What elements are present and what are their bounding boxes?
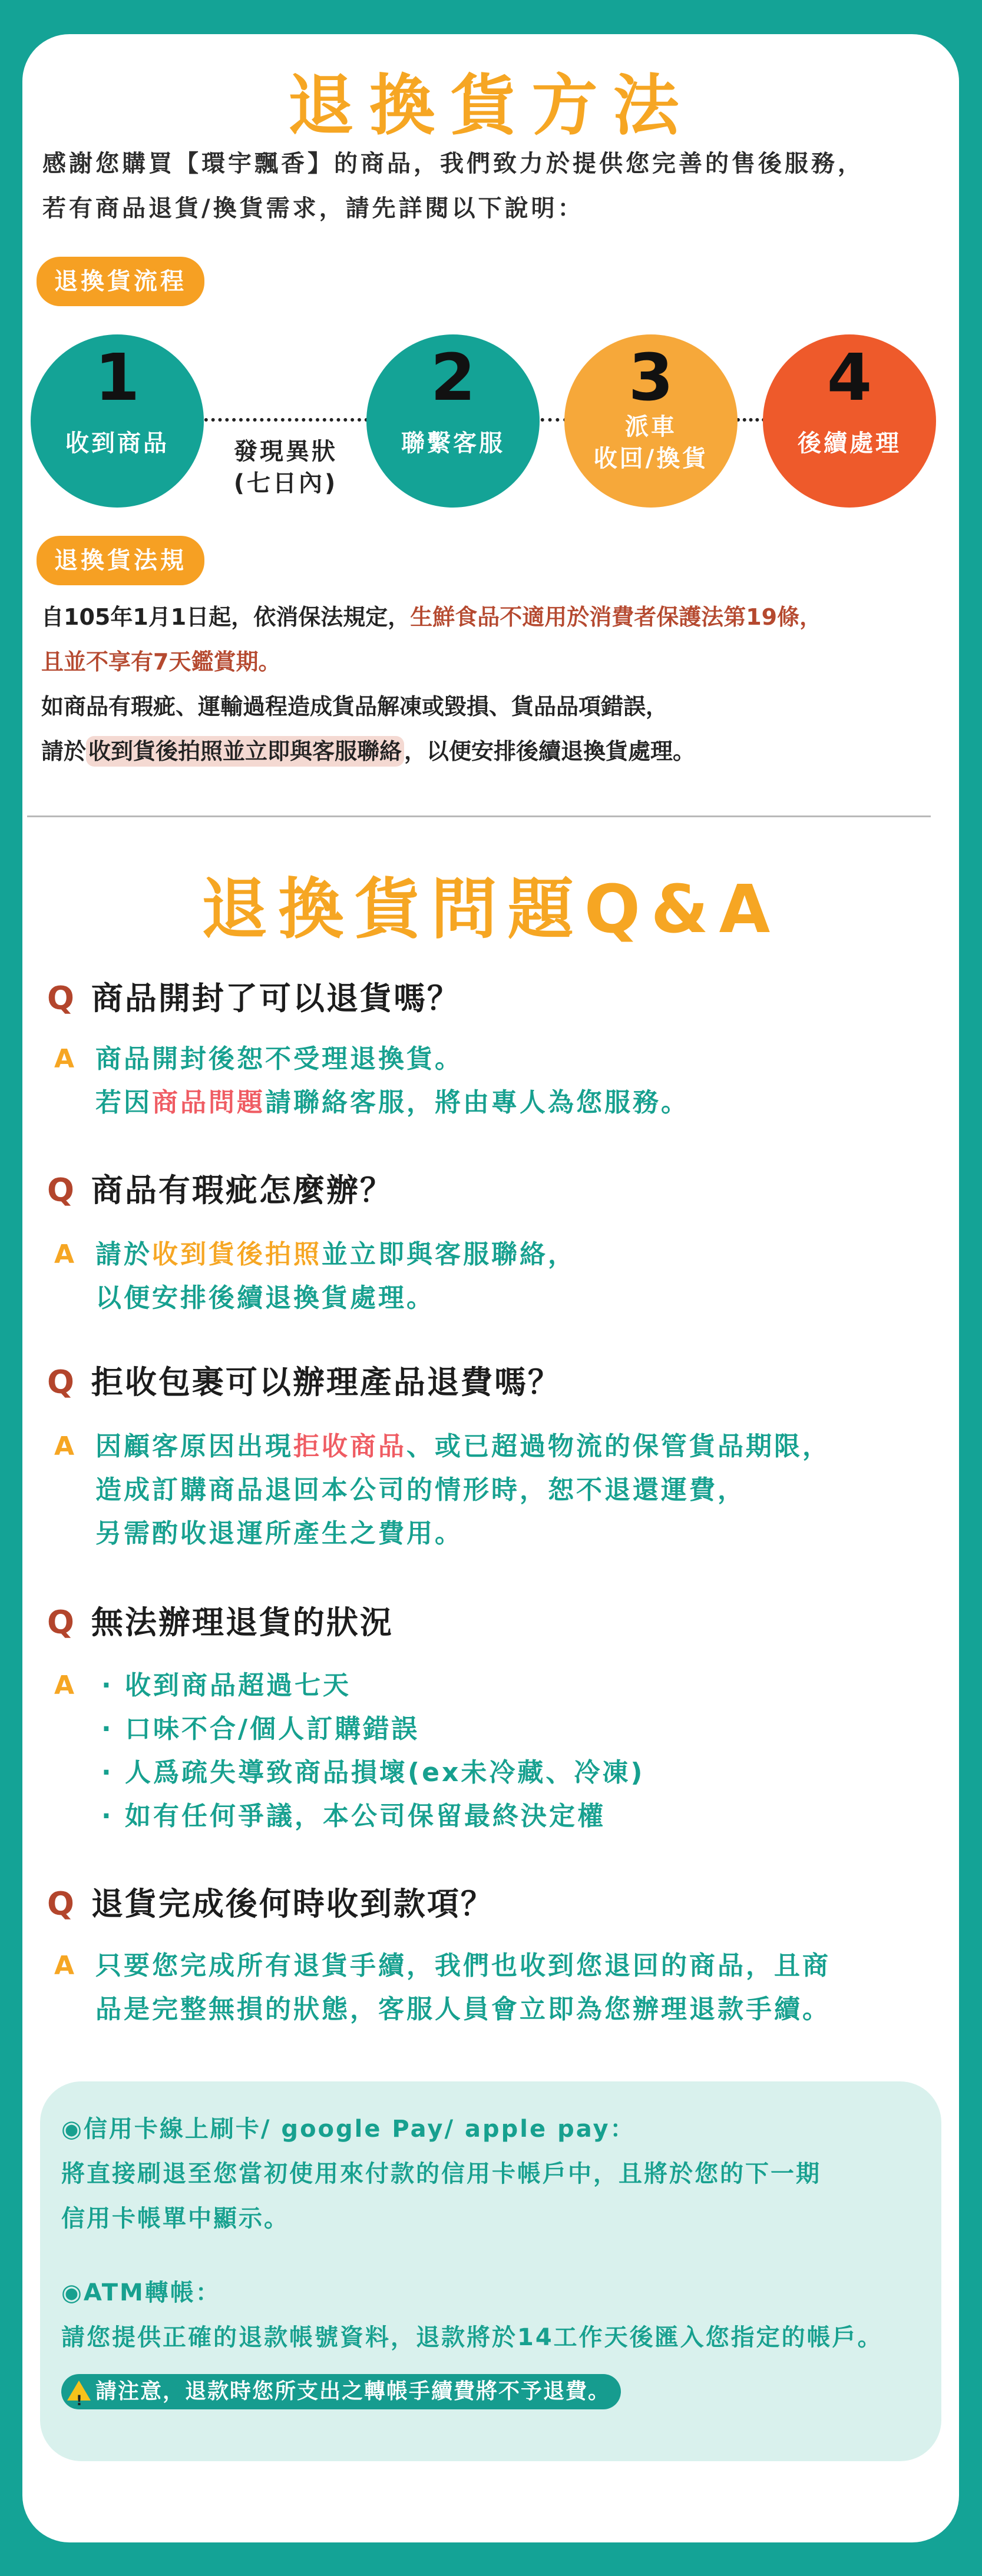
answer-line [95,1081,689,1125]
refund-text-line: 請您提供正確的退款帳號資料，退款將於14工作天後匯入您指定的帳戶。 [61,2324,883,2351]
answer-body [95,1944,831,2031]
q-marker: Q [47,1885,76,1922]
refund-text-line: 信用卡帳單中顯示。 [61,2205,289,2232]
answer-line: 商品開封後恕不受理退換貨。 [95,1044,463,1074]
a-marker: A [54,1239,77,1269]
warning-icon [67,2381,91,2401]
q-marker: Q [47,1364,76,1401]
rules-line [41,595,822,639]
rules-highlight: 生鮮食品不適用於消費者保護法第19條， [410,604,822,630]
answer-4 [54,1664,644,1838]
refund-text-line: 將直接刷退至您當初使用來付款的信用卡帳戶中，且將於您的下一期 [61,2160,821,2187]
answer-highlight: 收到貨後拍照 [152,1239,322,1269]
rules-text-span: 請於 [41,738,87,764]
answer-line [95,1233,576,1277]
answer-body [101,1664,644,1838]
step-label: 收回/換貨 [593,445,709,472]
answer-body [95,1233,576,1320]
step-4-circle [763,334,936,508]
step-2-circle [366,334,540,508]
answer-2 [54,1233,576,1320]
answer-span: 請聯絡客服，將由專人為您服務。 [265,1088,689,1118]
q-marker: Q [47,980,76,1017]
step-label: 收到商品 [65,430,169,457]
question-1 [47,975,461,1022]
rules-line: 且並不享有7天鑑賞期。 [41,649,281,675]
question-text: 拒收包裹可以辦理產品退費嗎？ [91,1364,561,1401]
answer-span: 若因 [95,1088,152,1118]
rules-highlight: 收到貨後拍照並立即與客服聯絡 [86,736,404,767]
a-marker: A [54,1044,77,1074]
section-divider [27,815,931,817]
answer-bullet: · 人爲疏失導致商品損壞(ex未冷藏、冷凍) [101,1758,645,1788]
q-marker: Q [47,1604,76,1641]
a-marker: A [54,1431,77,1461]
answer-span: 因顧客原因出現 [95,1431,293,1461]
q-marker: Q [47,1172,76,1209]
answer-line [95,1425,831,1468]
rules-text [41,595,822,774]
answer-bullet: · 口味不合/個人訂購錯誤 [101,1714,420,1744]
answer-3 [54,1425,831,1556]
answer-span: 請於 [95,1239,152,1269]
answer-1 [54,1037,689,1125]
answer-line: 只要您完成所有退貨手續，我們也收到您退回的商品，且商 [95,1951,831,1981]
question-3 [47,1359,561,1406]
answer-body [95,1425,831,1556]
answer-body [95,1037,689,1125]
connector-label-line: (七日內) [233,470,338,497]
rules-text-span: 自105年1月1日起，依消保法規定， [41,604,411,630]
answer-highlight: 拒收商品 [293,1431,406,1461]
connector-label-line: 發現異狀 [234,438,338,465]
answer-line: 造成訂購商品退回本公司的情形時，恕不退還運費， [95,1475,746,1505]
answer-span: 、或已超過物流的保管貨品期限， [406,1431,831,1461]
question-text: 退貨完成後何時收到款項？ [91,1885,494,1922]
step-label: 後續處理 [798,430,901,457]
answer-bullet: · 收到商品超過七天 [101,1670,352,1700]
refund-card-title: ◉信用卡線上刷卡/ google Pay/ apple pay： [61,2116,636,2143]
answer-line: 另需酌收退運所產生之費用。 [95,1519,463,1549]
intro-line: 若有商品退貨/換貨需求，請先詳閱以下說明： [42,195,584,222]
refund-atm-title: ◉ATM轉帳： [61,2279,221,2306]
rules-line [41,729,822,774]
answer-highlight: 商品問題 [152,1088,265,1118]
answer-span: 並立即與客服聯絡， [322,1239,576,1269]
step-1-circle [31,334,204,508]
step-number: 1 [94,340,140,415]
question-text: 商品有瑕疵怎麼辦？ [91,1172,394,1209]
step-number: 3 [628,340,674,415]
question-text: 無法辦理退貨的狀況 [91,1604,394,1641]
question-5 [47,1881,494,1928]
refund-card-section [61,2107,821,2241]
question-2 [47,1167,394,1214]
answer-bullet: · 如有任何爭議，本公司保留最終決定權 [101,1801,606,1831]
page-title: 退換貨方法 [287,68,695,144]
a-marker: A [54,1951,77,1981]
question-text: 商品開封了可以退貨嗎？ [91,980,461,1017]
intro-line: 感謝您購買【環宇飄香】的商品，我們致力於提供您完善的售後服務， [42,150,864,177]
refund-atm-section [61,2270,883,2360]
rules-section-pill: 退換貨法規 [37,536,204,585]
question-4 [47,1599,394,1646]
a-marker: A [54,1670,77,1700]
rules-text-span: ，以便安排後續退換貨處理。 [404,738,696,764]
step-label: 聯繫客服 [401,430,505,457]
step-label: 派車 [625,413,677,440]
qa-title: 退換貨問題Q&A [201,871,781,948]
step-number: 2 [430,340,476,415]
step-connector [197,418,368,422]
step-3-circle [564,334,738,508]
intro-text [42,141,864,231]
step-number: 4 [826,340,872,415]
notice-text: 請注意，退款時您所支出之轉帳手續費將不予退費。 [95,2379,611,2403]
fee-notice-badge [61,2374,621,2409]
process-section-pill: 退換貨流程 [37,257,204,306]
answer-5 [54,1944,831,2031]
answer-line: 品是完整無損的狀態，客服人員會立即為您辦理退款手續。 [95,1994,831,2024]
connector-label [206,436,365,499]
answer-line: 以便安排後續退換貨處理。 [95,1283,435,1313]
rules-line: 如商品有瑕疵、運輸過程造成貨品解凍或毀損、貨品品項錯誤， [41,694,669,720]
